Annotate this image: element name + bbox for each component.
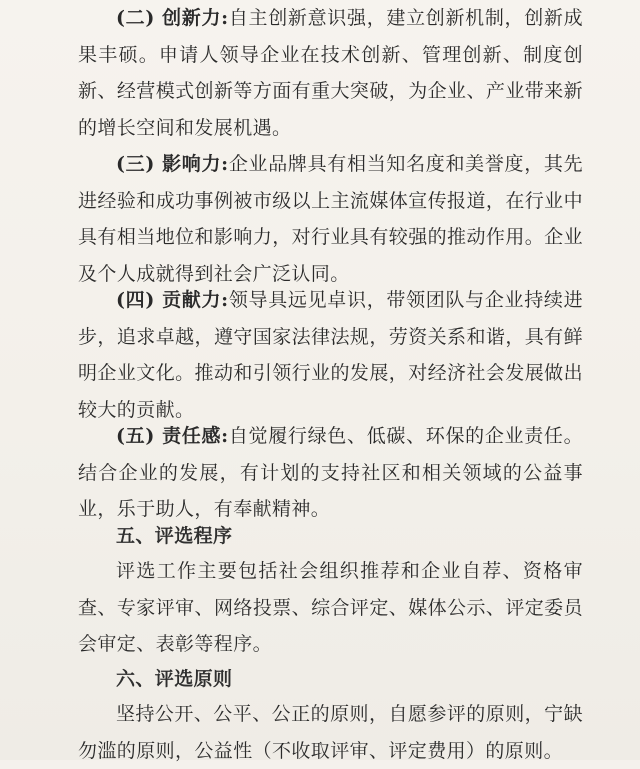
principles-paragraph: 坚持公开、公平、公正的原则，自愿参评的原则，宁缺勿滥的原则，公益性（不收取评审、评定费用）的原则。 bbox=[78, 703, 583, 762]
section-text: 自主创新意识强，建立创新机制，创新成果丰硕。申请人领导企业在技术创新、管理创新、制度创新、经营模式创新等方面有重大突破，为企业、产业带来新的增长空间和发展机遇。 bbox=[78, 7, 584, 139]
section-influence bbox=[78, 146, 583, 292]
section-text: 企业品牌具有相当知名度和美誉度，其先进经验和成功事例被市级以上主流媒体宣传报道，在行业中具有相当地位和影响力，对行业具有较强的推动作用。企业及个人成就得到社会广泛认同。 bbox=[78, 153, 584, 285]
heading-principles: 六、评选原则 bbox=[116, 668, 233, 690]
heading-procedure: 五、评选程序 bbox=[116, 525, 233, 547]
section-contribution bbox=[78, 282, 583, 428]
section-label: (五) 责任感: bbox=[116, 425, 229, 447]
section-text: 领导具远见卓识，带领团队与企业持续进步，追求卓越，遵守国家法律法规，劳资关系和谐，具有鲜明企业文化。推动和引领行业的发展，对经济社会发展做出较大的贡献。 bbox=[78, 289, 584, 421]
section-label: (四) 贡献力: bbox=[116, 289, 229, 311]
procedure-paragraph: 评选工作主要包括社会组织推荐和企业自荐、资格审查、专家评审、网络投票、综合评定、媒体公示、评定委员会审定、表彰等程序。 bbox=[78, 560, 583, 655]
section-label: (三) 影响力: bbox=[116, 153, 229, 175]
section-text: 自觉履行绿色、低碳、环保的企业责任。结合企业的发展，有计划的支持社区和相关领域的公益事业，乐于助人，有奉献精神。 bbox=[78, 425, 584, 520]
section-label: (二) 创新力: bbox=[116, 7, 229, 29]
section-responsibility bbox=[78, 418, 583, 528]
section-innovation bbox=[78, 0, 583, 146]
